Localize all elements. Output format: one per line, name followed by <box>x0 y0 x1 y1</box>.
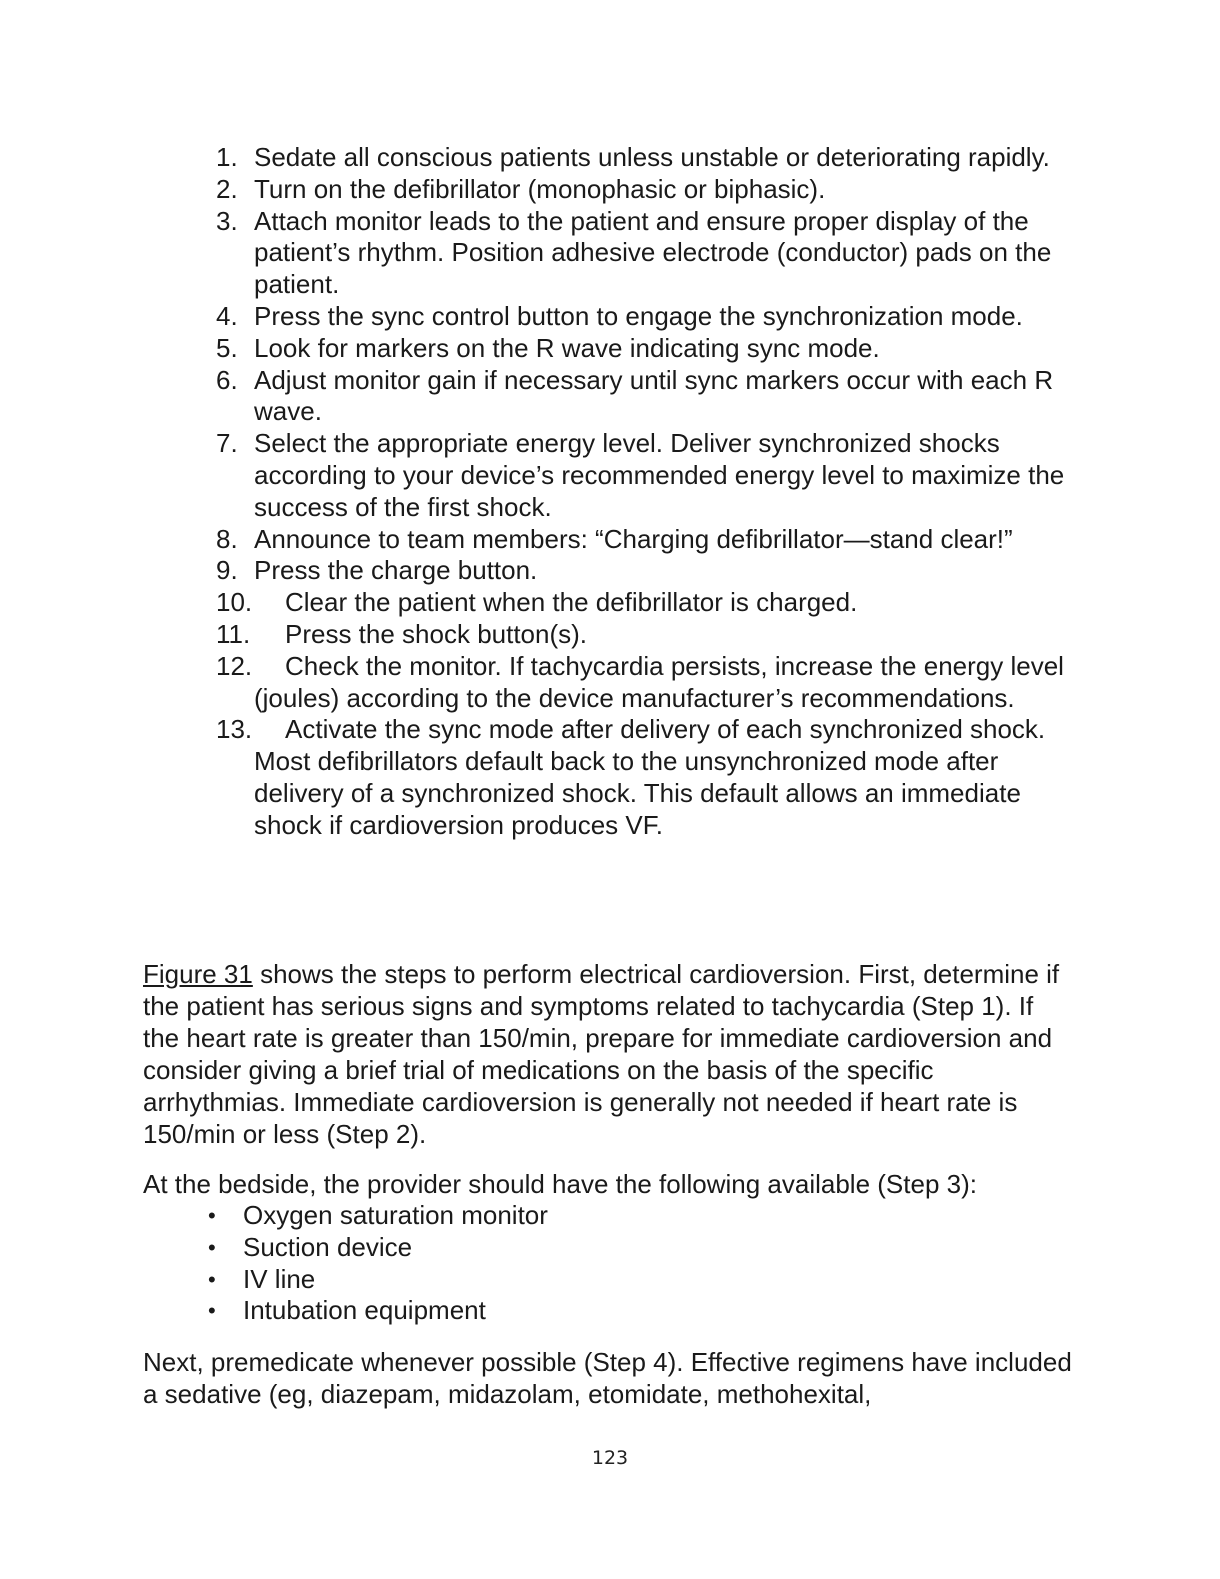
procedure-steps-list <box>216 142 1076 842</box>
bullet-icon: • <box>208 1298 216 1324</box>
step-text: Attach monitor leads to the patient and ensure proper display of the patient’s rhythm. Position adhesive electrode (conductor) pads on the patient. <box>254 205 1052 300</box>
bullet-icon: • <box>208 1203 216 1228</box>
list-item-text: IV line <box>243 1263 316 1294</box>
step-item <box>216 301 1076 333</box>
step-text: Adjust monitor gain if necessary until sync markers occur with each R wave. <box>254 364 1054 427</box>
step-item <box>216 365 1076 429</box>
step-item <box>216 428 1076 523</box>
figure-description-paragraph <box>143 958 1073 1150</box>
step-number: 10. <box>216 587 253 618</box>
paragraph-text: shows the steps to perform electrical cardioversion. First, determine if the patient has serious signs and symptoms related to tachycardia (Step 1). If the heart rate is greater than 150/min, prepare for immediate cardioversion and consider giving a brief trial of medications on the basis of the specific arrhythmias. Immediate cardioversion is generally not needed if heart rate is 150/min or less (Step 2). <box>143 959 1060 1149</box>
step-item <box>216 524 1076 556</box>
step-number: 11. <box>216 618 251 649</box>
step-item <box>216 555 1076 587</box>
step-text: Press the shock button(s). <box>285 618 588 649</box>
step-item <box>216 333 1076 365</box>
step-text: Look for markers on the R wave indicating sync mode. <box>254 332 880 363</box>
step-number: 6. <box>216 364 238 395</box>
step-text: Select the appropriate energy level. Deliver synchronized shocks according to your device’s recommended energy level to maximize the success of the first shock. <box>254 428 1065 522</box>
list-item-text: Oxygen saturation monitor <box>243 1200 548 1230</box>
step-number: 7. <box>216 428 238 459</box>
step-number: 12. <box>216 650 253 681</box>
step-text: Activate the sync mode after delivery of each synchronized shock. Most defibrillators default back to the unsynchronized mode after delivery of a synchronized shock. This default allows an immediate shock if cardioversion produces VF. <box>254 714 1046 840</box>
step-number: 5. <box>216 332 238 363</box>
step-number: 2. <box>216 173 238 204</box>
step-text: Turn on the defibrillator (monophasic or biphasic). <box>254 173 826 204</box>
step-item <box>216 206 1076 301</box>
bullet-icon: • <box>208 1266 216 1292</box>
step-text: Announce to team members: “Charging defibrillator—stand clear!” <box>254 523 1013 554</box>
step-text: Press the sync control button to engage the synchronization mode. <box>254 300 1023 331</box>
bedside-paragraph: At the bedside, the provider should have the following available (Step 3): <box>143 1169 977 1199</box>
list-item <box>205 1200 548 1232</box>
step-number: 9. <box>216 555 238 586</box>
step-text: Check the monitor. If tachycardia persists, increase the energy level (joules) according to the device manufacturer’s recommendations. <box>254 650 1064 713</box>
premedicate-paragraph: Next, premedicate whenever possible (Step 4). Effective regimens have included a sedative (eg, diazepam, midazolam, etomidate, methohexital, <box>143 1347 1072 1409</box>
step-item <box>216 714 1076 841</box>
bullet-icon: • <box>208 1234 216 1260</box>
step-item <box>216 587 1076 619</box>
step-number: 4. <box>216 300 238 331</box>
list-item-text: Intubation equipment <box>243 1295 486 1326</box>
list-item <box>205 1232 548 1264</box>
step-number: 8. <box>216 523 238 554</box>
step-item <box>216 142 1076 174</box>
step-text: Sedate all conscious patients unless unstable or deteriorating rapidly. <box>254 142 1050 172</box>
step-number: 13. <box>216 714 253 745</box>
step-number: 1. <box>216 142 238 172</box>
step-item <box>216 651 1076 715</box>
figure-31-link[interactable]: Figure 31 <box>143 959 253 989</box>
page-number: 123 <box>591 1447 629 1469</box>
equipment-list <box>205 1200 548 1327</box>
step-text: Clear the patient when the defibrillator is charged. <box>285 587 858 618</box>
list-item <box>205 1264 548 1296</box>
step-text: Press the charge button. <box>254 555 538 586</box>
list-item <box>205 1295 548 1327</box>
step-item <box>216 174 1076 206</box>
step-item <box>216 619 1076 651</box>
list-item-text: Suction device <box>243 1231 413 1262</box>
step-number: 3. <box>216 205 238 236</box>
